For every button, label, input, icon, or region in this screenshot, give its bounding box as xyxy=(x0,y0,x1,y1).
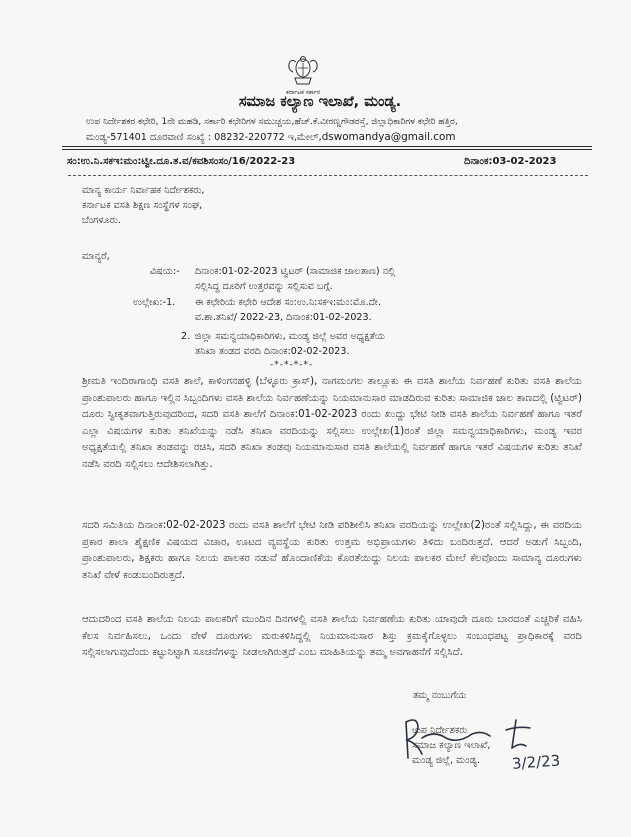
addressee-line: ಬೆಂಗಳೂರು. xyxy=(82,215,121,226)
addressee-line: ಮಾನ್ಯ ಕಾರ್ಯ ನಿರ್ವಾಹಕ ನಿರ್ದೇಶಕರು, xyxy=(82,185,205,196)
contact-line xyxy=(86,131,576,143)
closing-text: ತಮ್ಮ ನಂಬುಗೆಯ xyxy=(413,690,467,701)
subject-line: ಸಲ್ಲಿಸಿದ್ದ ದೂರಿಗೆ ಉತ್ತರವನ್ನು ಸಲ್ಲಿಸುವ ಬಗ್ಗೆ. xyxy=(195,281,333,292)
header-rule-thin xyxy=(62,149,592,150)
office-address: ಉಪ ನಿರ್ದೇಶಕರ ಕಛೇರಿ, 1ನೇ ಮಹಡಿ, ಸರ್ಕಾರಿ ಕಛೇರಿಗಳ ಸಮುಚ್ಚಯ,ಹೆಚ್.ಕೆ.ವೀರಣ್ಣಗೌಡರಸ್ತೆ, ಜಿಲ್ಲಾಧಿಕಾರಿಗಳ ಕಛೇರಿ ಹತ್ತಿರ, xyxy=(86,117,458,127)
reference-item: ಈ ಕಛೇರಿಯ ಕಛೇರಿ ಆದೇಶ ಸಂ:ಉ.ನಿ:ಸಕಇ:ಮಂ:ಮೊ.ದೇ. xyxy=(195,297,381,308)
salutation: ಮಾನ್ಯರೆ, xyxy=(82,251,110,262)
header-rule xyxy=(62,146,592,147)
signatory-location: ಮಂಡ್ಯ ಜಿಲ್ಲೆ, ಮಂಡ್ಯ. xyxy=(412,755,481,766)
references-label: ಉಲ್ಲೇಖ:-1. xyxy=(133,297,176,308)
subject-label: ವಿಷಯ:- xyxy=(150,266,180,277)
karnataka-emblem-icon xyxy=(283,54,323,90)
section-divider: -*-*-*-*- xyxy=(270,360,314,370)
body-paragraph: ಸದರಿ ಸಮಿತಿಯ ದಿನಾಂಕ:02-02-2023 ರಂದು ವಸತಿ ಶಾಲೆಗೆ ಭೇಟಿ ನೀಡಿ ಪರಿಶೀಲಿಸಿ ತನಿಖಾ ವರದಿಯನ್ನು ಉಲ್ಲೇಖ(2)ರಂತೆ ಸಲ್ಲಿಸಿದ್ದು, ಈ ವರದಿಯ ಪ್ರಕಾರ ಶಾಲಾ ಶೈಕ್ಷಣಿಕ ವಿಷಯದ ವಿಚಾರ, ಊಟದ ವ್ಯವಸ್ಥೆಯ ಕುರಿತು ಉತ್ತಮ ಅಭಿಪ್ರಾಯಗಳು ತಿಳಿದು ಬಂದಿರುತ್ತದೆ. ಆದರೆ ಅಡುಗೆ ಸಿಬ್ಬಂದಿ, ಪ್ರಾಂಶುಪಾಲರು, ಶಿಕ್ಷಕರು ಹಾಗೂ ನಿಲಯ ಪಾಲಕರ ನಡುವೆ ಹೊಂದಾಣಿಕೆಯ ಕೊರತೆಯಿದ್ದು ನಿಲಯ ಪಾಲಕರ ಮೇಲೆ ಕೆಲವೊಂದು ಸಾಮಾನ್ಯ ದೂರುಗಳು ತನಿಖೆ ವೇಳೆ ಕಂಡುಬಂದಿರುತ್ತದೆ. xyxy=(82,520,582,581)
reference-item: ವ.ಶಾ.ತನಿಖೆ/ 2022-23, ದಿನಾಂಕ:01-02-2023. xyxy=(195,312,372,323)
reference-item: ಜಿಲ್ಲಾ ಸಮನ್ವಯಾಧಿಕಾರಿಗಳು, ಮಂಡ್ಯ ಜಿಲ್ಲೆ ಅವರ ಅಧ್ಯಕ್ಷತೆಯ xyxy=(195,331,385,342)
department-title: ಸಮಾಜ ಕಲ್ಯಾಣ ಇಲಾಖೆ, ಮಂಡ್ಯ. xyxy=(238,94,402,110)
signature-block xyxy=(412,723,562,768)
reference-number-2: 2. xyxy=(181,331,191,342)
subject-line: ದಿನಾಂಕ:01-02-2023 ಟ್ವಿಟರ್ (ಸಾಮಾಜಿಕ ಜಾಲತಾಣ) ನಲ್ಲಿ xyxy=(195,266,396,277)
emblem-caption: ಕರ್ನಾಟಕ ಸರ್ಕಾರ xyxy=(285,89,321,96)
reference-number: ಸಂ:ಉ.ನಿ.ಸಕಇ:ಮಂ:ಟ್ವೀ.ದೂ.ತ.ವ/ಕವಶಿಸಂಸಂ/16/2022-23 xyxy=(67,156,296,167)
email-text: dswomandya@gmail.com xyxy=(321,131,456,143)
signatory-designation: ಉಪ ನಿರ್ದೇಶಕರು xyxy=(412,725,468,736)
body-paragraph: ಶ್ರೀಮತಿ ಇಂದಿರಾಗಾಂಧಿ ವಸತಿ ಶಾಲೆ, ಕಾಳಿಂಗನಹಳ್ಳಿ (ಬೆಳ್ಳೂರು ಕ್ರಾಸ್), ನಾಗಮಂಗಲ ತಾಲ್ಲೂಕು ಈ ವಸತಿ ಶಾಲೆಯ ನಿರ್ವಹಣೆ ಕುರಿತು ವಸತಿ ಶಾಲೆಯ ಪ್ರಾಂಶುಪಾಲರು ಹಾಗೂ ಇಲ್ಲಿನ ಸಿಬ್ಬಂದಿಗಳು ವಸತಿ ಶಾಲೆಯ ನಿರ್ವಹಣೆಯನ್ನು ನಿಯಮಾನುಸಾರ ಮಾಡದಿರುವ ಕುರಿತು ಸಾಮಾಜಿಕ ಜಾಲ ತಾಣದಲ್ಲಿ (ಟ್ವಿಟರ್) ದೂರು ಸ್ವೀಕೃತವಾಗುತ್ತಿರುವುದರಿಂದ, ಸದರಿ ವಸತಿ ಶಾಲೆಗೆ ದಿನಾಂಕ:01-02-2023 ರಂದು ಖುದ್ದು ಭೇಟಿ ನೀಡಿ ವಸತಿ ಶಾಲೆಯ ನಿರ್ವಹಣೆ ಹಾಗೂ ಇತರೆ ಎಲ್ಲಾ ವಿಷಯಗಳ ಕುರಿತು ತನಿಖೆಯನ್ನು ನಡೆಸಿ ತನಿಖಾ ವರದಿಯನ್ನು ಸಲ್ಲಿಸಲು ಉಲ್ಲೇಖ(1)ರಂತೆ ಜಿಲ್ಲಾ ಸಮನ್ವಯಾಧಿಕಾರಿಗಳು, ಮಂಡ್ಯ ಇವರ ಅಧ್ಯಕ್ಷತೆಯಲ್ಲಿ ತನಿಖಾ ತಂಡವನ್ನು ರಚಿಸಿ, ಸದರಿ ತನಿಖಾ ತಂಡವು ನಿಯಮಾನುಸಾರ ವಸತಿ ಶಾಲೆಯಲ್ಲಿ ನಿರ್ವಹಣೆ ಹಾಗೂ ಇತರೆ ವಿಷಯಗಳ ಕುರಿತು ತನಿಖೆ ನಡೆಸಿ ವರದಿ ಸಲ್ಲಿಸಲು ಆದೇಶಿಸಲಾಗಿತ್ತು. xyxy=(82,376,582,470)
phone-text: ಮಂಡ್ಯ-571401 ದೂರವಾಣಿ ಸಂಖ್ಯೆ : 08232-220772 ಇ,ಮೇಲ್, xyxy=(86,132,322,143)
handwritten-date: 3/2/23 xyxy=(511,751,561,773)
addressee-line: ಕರ್ನಾಟಕ ವಸತಿ ಶಿಕ್ಷಣ ಸಂಸ್ಥೆಗಳ ಸಂಘ, xyxy=(82,200,203,211)
body-paragraph: ಆದುದರಿಂದ ವಸತಿ ಶಾಲೆಯ ನಿಲಯ ಪಾಲಕರಿಗೆ ಮುಂದಿನ ದಿನಗಳಲ್ಲಿ ವಸತಿ ಶಾಲೆಯ ನಿರ್ವಹಣೆಯ ಕುರಿತು ಯಾವುದೇ ದೂರು ಬಾರದಂತೆ ಎಚ್ಚರಿಕೆ ವಹಿಸಿ ಕೆಲಸ ನಿರ್ವಹಿಸಲು, ಒಂದು ವೇಳೆ ದೂರುಗಳು ಮರುಕಳಿಸಿದ್ದಲ್ಲಿ ನಿಯಮಾನುಸಾರ ಶಿಸ್ತು ಕ್ರಮಕೈಗೊಳ್ಳಲು ಸಂಬಂಧಪಟ್ಟ ಪ್ರಾಧಿಕಾರಕ್ಕೆ ವರದಿ ಸಲ್ಲಿಸಲಾಗುವುದೆಂದು ಕಟ್ಟುನಿಟ್ಟಾಗಿ ಸೂಚನೆಗಳನ್ನು ನೀಡಲಾಗಿರುತ್ತದೆ ಎಂಬ ಮಾಹಿತಿಯನ್ನು ತಮ್ಮ ಅವಗಾಹನೆಗೆ ಸಲ್ಲಿಸಿದೆ. xyxy=(82,614,582,659)
reference-item: ತನಿಖಾ ತಂಡದ ವರದಿ ದಿನಾಂಕ:02-02-2023. xyxy=(195,346,350,357)
letter-date: ದಿನಾಂಕ:03-02-2023 xyxy=(464,156,557,167)
signatory-department: ಸಮಾಜ ಕಲ್ಯಾಣ ಇಲಾಖೆ, xyxy=(412,740,491,751)
reference-divider xyxy=(68,175,588,176)
